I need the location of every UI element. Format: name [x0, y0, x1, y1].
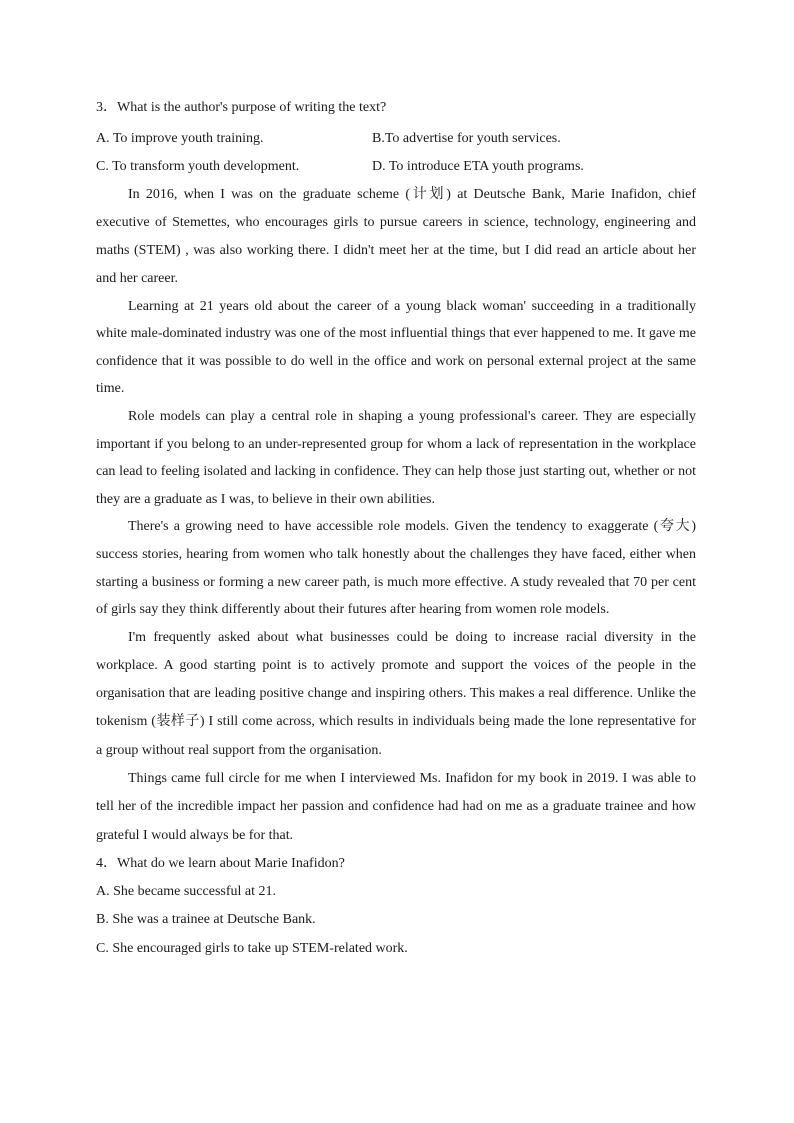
question-4-option-a: A. She became successful at 21. — [96, 884, 276, 900]
reading-passage — [96, 181, 696, 850]
question-3-stem: 3．What is the author's purpose of writing the text? — [96, 100, 387, 115]
question-4-stem: 4．What do we learn about Marie Inafidon? — [96, 855, 345, 871]
question-4-option-b: B. She was a trainee at Deutsche Bank. — [96, 912, 316, 928]
question-3-option-c: C. To transform youth development. — [96, 158, 300, 174]
question-3-option-a: A. To improve youth training. — [96, 130, 264, 146]
passage-paragraph-5: I'm frequently asked about what businesses could be doing to increase racial diversity in the workplace. A good starting point is to actively promote and support the voices of the people in the organisation that are leading positive change and inspiring others. This makes a real difference. Unlike the tokenism (装样子) I still come across, which results in individuals being made the lone representative for a group without real support from the organisation. — [96, 629, 696, 758]
passage-paragraph-2: Learning at 21 years old about the career of a young black woman' succeeding in a traditionally white male-dominated industry was one of the most influential things that ever happened to me. It gave me confidence that it was possible to do well in the office and work on personal external project at the same time. — [96, 298, 696, 397]
passage-paragraph-4: There's a growing need to have accessible role models. Given the tendency to exaggerate (夸大) success stories, hearing from women who talk honestly about the challenges they have faced, either when starting a business or forming a new career path, is much more effective. A study revealed that 70 per cent of girls say they think differently about their futures after hearing from women role models. — [96, 519, 696, 618]
exam-page — [96, 94, 696, 963]
passage-paragraph-1: In 2016, when I was on the graduate scheme (计划) at Deutsche Bank, Marie Inafidon, chief executive of Stemettes, who encourages girls to pursue careers in science, technology, engineering and maths (STEM) , was also working there. I didn't meet her at the time, but I did read an article about her and her career. — [96, 186, 696, 286]
question-3-options-row-2 — [96, 153, 696, 181]
question-3-option-d: D. To introduce ETA youth programs. — [372, 158, 584, 174]
question-3-option-b: B.To advertise for youth services. — [372, 130, 561, 146]
passage-paragraph-3: Role models can play a central role in shaping a young professional's career. They are especially important if you belong to an under-represented group for whom a lack of representation in the workplace can lead to feeling isolated and lacking in confidence. They can help those just starting out, whether or not they are a graduate as I was, to believe in their own abilities. — [96, 408, 696, 507]
question-3-options-row-1 — [96, 125, 696, 153]
passage-paragraph-6: Things came full circle for me when I interviewed Ms. Inafidon for my book in 2019. I was able to tell her of the incredible impact her passion and confidence had had on me as a graduate trainee and how grateful I would always be for that. — [96, 770, 696, 843]
question-4-option-c: C. She encouraged girls to take up STEM-related work. — [96, 940, 408, 956]
